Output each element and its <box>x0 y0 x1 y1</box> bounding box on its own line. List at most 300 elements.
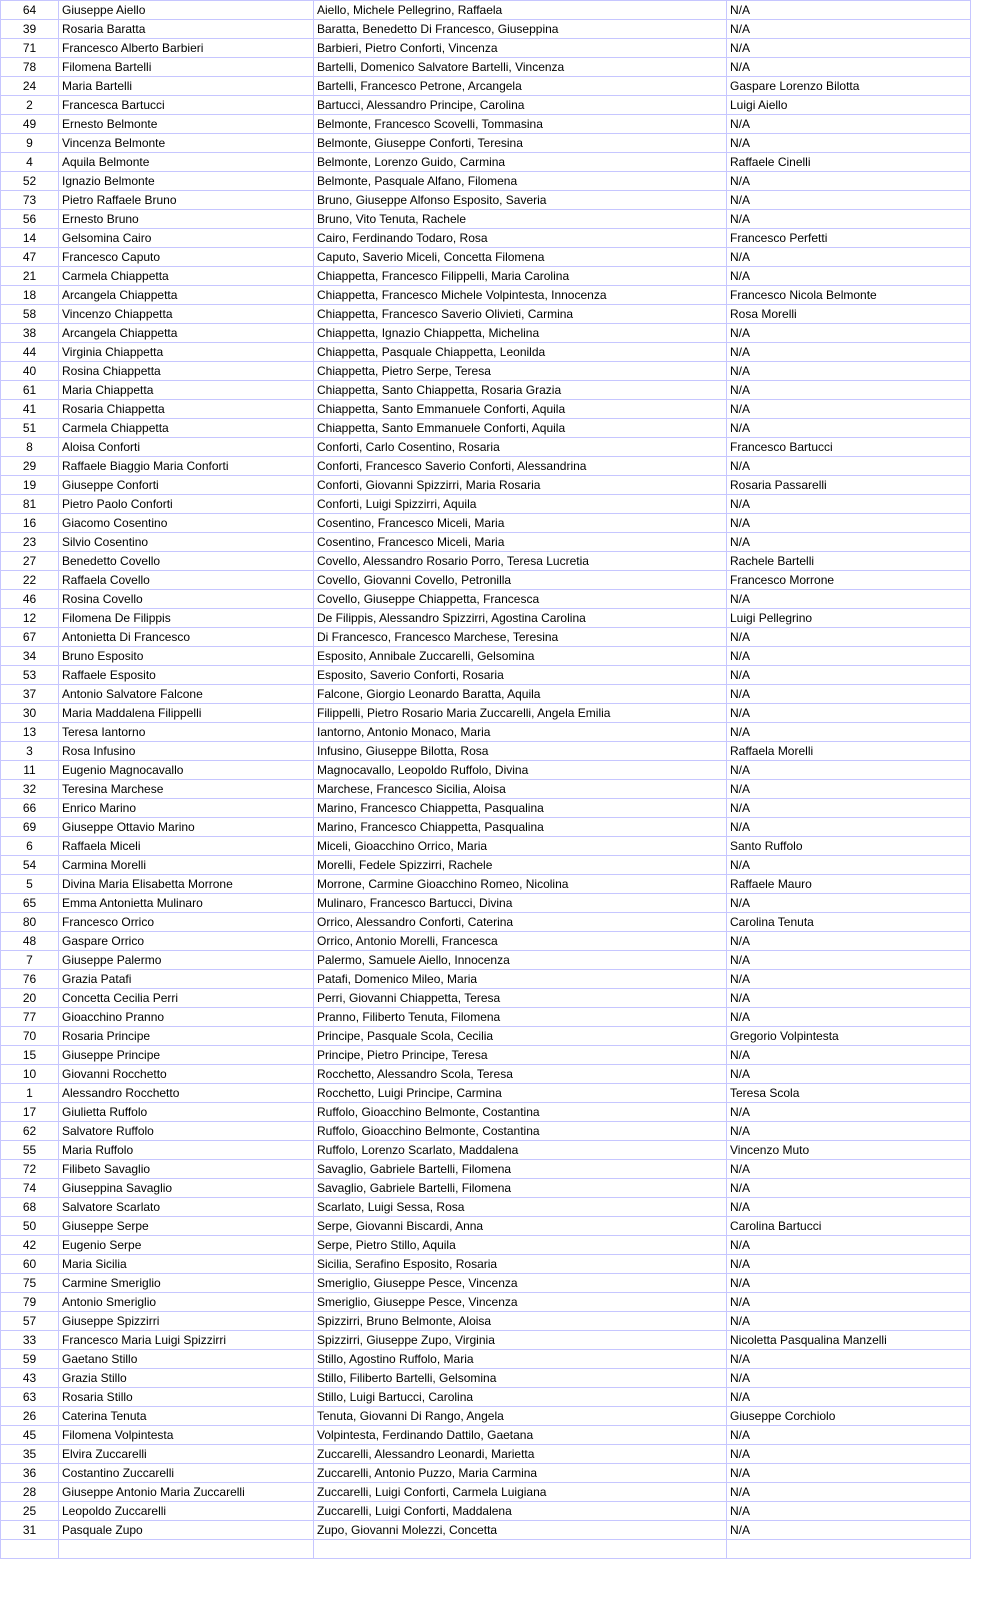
cell-name[interactable]: Virginia Chiappetta <box>59 343 314 362</box>
cell-name[interactable]: Gioacchino Pranno <box>59 1008 314 1027</box>
cell-spouse[interactable]: N/A <box>727 172 971 191</box>
cell-parents[interactable]: Magnocavallo, Leopoldo Ruffolo, Divina <box>314 761 727 780</box>
cell-spouse[interactable]: N/A <box>727 989 971 1008</box>
cell-number[interactable]: 23 <box>1 533 59 552</box>
cell-spouse[interactable]: N/A <box>727 1122 971 1141</box>
cell-parents[interactable]: Ruffolo, Gioacchino Belmonte, Costantina <box>314 1103 727 1122</box>
cell-parents[interactable]: Bartelli, Francesco Petrone, Arcangela <box>314 77 727 96</box>
cell-spouse[interactable]: N/A <box>727 1179 971 1198</box>
cell-parents[interactable]: Smeriglio, Giuseppe Pesce, Vincenza <box>314 1274 727 1293</box>
cell-spouse[interactable]: Giuseppe Corchiolo <box>727 1407 971 1426</box>
cell-parents[interactable]: Belmonte, Pasquale Alfano, Filomena <box>314 172 727 191</box>
cell-number[interactable]: 43 <box>1 1369 59 1388</box>
cell-name[interactable]: Antonietta Di Francesco <box>59 628 314 647</box>
cell-number[interactable]: 60 <box>1 1255 59 1274</box>
cell-spouse[interactable]: N/A <box>727 210 971 229</box>
cell-name[interactable]: Raffaela Covello <box>59 571 314 590</box>
cell-number[interactable]: 49 <box>1 115 59 134</box>
cell-spouse[interactable]: N/A <box>727 1464 971 1483</box>
cell-spouse[interactable]: N/A <box>727 1103 971 1122</box>
cell-number[interactable]: 36 <box>1 1464 59 1483</box>
cell-spouse[interactable]: Luigi Pellegrino <box>727 609 971 628</box>
cell-parents[interactable]: Conforti, Francesco Saverio Conforti, Alessandrina <box>314 457 727 476</box>
cell-spouse[interactable]: Raffaele Cinelli <box>727 153 971 172</box>
cell-number[interactable]: 17 <box>1 1103 59 1122</box>
cell-parents[interactable]: Filippelli, Pietro Rosario Maria Zuccarelli, Angela Emilia <box>314 704 727 723</box>
cell-parents[interactable]: Iantorno, Antonio Monaco, Maria <box>314 723 727 742</box>
cell-parents[interactable]: Covello, Giovanni Covello, Petronilla <box>314 571 727 590</box>
cell-parents[interactable]: Covello, Giuseppe Chiappetta, Francesca <box>314 590 727 609</box>
cell-spouse[interactable]: N/A <box>727 324 971 343</box>
cell-parents[interactable]: Chiappetta, Francesco Filippelli, Maria Carolina <box>314 267 727 286</box>
cell-name[interactable]: Pietro Raffaele Bruno <box>59 191 314 210</box>
cell-parents[interactable]: Esposito, Annibale Zuccarelli, Gelsomina <box>314 647 727 666</box>
cell-number[interactable]: 8 <box>1 438 59 457</box>
cell-name[interactable]: Grazia Patafi <box>59 970 314 989</box>
cell-spouse[interactable]: N/A <box>727 381 971 400</box>
cell-parents[interactable]: Volpintesta, Ferdinando Dattilo, Gaetana <box>314 1426 727 1445</box>
cell-name[interactable]: Aloisa Conforti <box>59 438 314 457</box>
cell-number[interactable]: 9 <box>1 134 59 153</box>
cell-number[interactable]: 73 <box>1 191 59 210</box>
cell-number[interactable]: 67 <box>1 628 59 647</box>
cell-parents[interactable]: Conforti, Carlo Cosentino, Rosaria <box>314 438 727 457</box>
cell-spouse[interactable]: Santo Ruffolo <box>727 837 971 856</box>
cell-number[interactable]: 20 <box>1 989 59 1008</box>
cell-name[interactable]: Giuseppe Aiello <box>59 1 314 20</box>
cell-spouse[interactable]: N/A <box>727 58 971 77</box>
cell-parents[interactable]: Stillo, Agostino Ruffolo, Maria <box>314 1350 727 1369</box>
cell-number[interactable]: 47 <box>1 248 59 267</box>
cell-parents[interactable]: Rocchetto, Alessandro Scola, Teresa <box>314 1065 727 1084</box>
cell-spouse[interactable]: N/A <box>727 780 971 799</box>
cell-name[interactable]: Giuseppe Palermo <box>59 951 314 970</box>
cell-parents[interactable]: Ruffolo, Lorenzo Scarlato, Maddalena <box>314 1141 727 1160</box>
cell-parents[interactable]: Bartucci, Alessandro Principe, Carolina <box>314 96 727 115</box>
cell-name[interactable]: Francesco Maria Luigi Spizzirri <box>59 1331 314 1350</box>
cell-name[interactable]: Arcangela Chiappetta <box>59 324 314 343</box>
cell-name[interactable]: Elvira Zuccarelli <box>59 1445 314 1464</box>
cell-spouse[interactable]: N/A <box>727 419 971 438</box>
cell-spouse[interactable]: N/A <box>727 647 971 666</box>
cell-number[interactable]: 72 <box>1 1160 59 1179</box>
cell-parents[interactable]: Spizzirri, Giuseppe Zupo, Virginia <box>314 1331 727 1350</box>
cell-number[interactable]: 7 <box>1 951 59 970</box>
cell-number[interactable]: 13 <box>1 723 59 742</box>
cell-number[interactable]: 51 <box>1 419 59 438</box>
cell-name[interactable]: Leopoldo Zuccarelli <box>59 1502 314 1521</box>
cell-number[interactable]: 27 <box>1 552 59 571</box>
cell-parents[interactable]: Chiappetta, Francesco Michele Volpintesta, Innocenza <box>314 286 727 305</box>
cell-number[interactable]: 62 <box>1 1122 59 1141</box>
cell-spouse[interactable]: N/A <box>727 514 971 533</box>
cell-name[interactable]: Rosaria Baratta <box>59 20 314 39</box>
cell-name[interactable]: Aquila Belmonte <box>59 153 314 172</box>
cell-spouse[interactable]: N/A <box>727 1293 971 1312</box>
cell-spouse[interactable]: N/A <box>727 856 971 875</box>
cell-spouse[interactable]: Raffaela Morelli <box>727 742 971 761</box>
cell-parents[interactable]: Zuccarelli, Luigi Conforti, Maddalena <box>314 1502 727 1521</box>
cell-parents[interactable]: Orrico, Antonio Morelli, Francesca <box>314 932 727 951</box>
cell-name[interactable]: Vincenza Belmonte <box>59 134 314 153</box>
cell-number[interactable]: 81 <box>1 495 59 514</box>
cell-number[interactable]: 35 <box>1 1445 59 1464</box>
cell-name[interactable]: Maria Sicilia <box>59 1255 314 1274</box>
cell-number[interactable]: 74 <box>1 1179 59 1198</box>
cell-number[interactable] <box>1 1540 59 1559</box>
cell-number[interactable]: 11 <box>1 761 59 780</box>
cell-name[interactable]: Maria Ruffolo <box>59 1141 314 1160</box>
cell-name[interactable]: Giovanni Rocchetto <box>59 1065 314 1084</box>
cell-name[interactable]: Gaetano Stillo <box>59 1350 314 1369</box>
cell-parents[interactable]: Baratta, Benedetto Di Francesco, Giuseppina <box>314 20 727 39</box>
cell-parents[interactable]: Savaglio, Gabriele Bartelli, Filomena <box>314 1160 727 1179</box>
cell-spouse[interactable]: N/A <box>727 248 971 267</box>
cell-spouse[interactable]: N/A <box>727 400 971 419</box>
cell-spouse[interactable]: Rosaria Passarelli <box>727 476 971 495</box>
cell-name[interactable]: Raffaele Biaggio Maria Conforti <box>59 457 314 476</box>
cell-name[interactable]: Raffaele Esposito <box>59 666 314 685</box>
cell-number[interactable]: 6 <box>1 837 59 856</box>
cell-name[interactable]: Filibeto Savaglio <box>59 1160 314 1179</box>
cell-number[interactable]: 1 <box>1 1084 59 1103</box>
cell-name[interactable]: Concetta Cecilia Perri <box>59 989 314 1008</box>
cell-name[interactable]: Francesco Caputo <box>59 248 314 267</box>
cell-number[interactable]: 18 <box>1 286 59 305</box>
cell-spouse[interactable]: N/A <box>727 970 971 989</box>
cell-parents[interactable]: Smeriglio, Giuseppe Pesce, Vincenza <box>314 1293 727 1312</box>
cell-name[interactable]: Carmela Chiappetta <box>59 267 314 286</box>
cell-name[interactable]: Carmela Chiappetta <box>59 419 314 438</box>
cell-parents[interactable]: Bartelli, Domenico Salvatore Bartelli, Vincenza <box>314 58 727 77</box>
cell-parents[interactable]: Cosentino, Francesco Miceli, Maria <box>314 514 727 533</box>
cell-number[interactable]: 31 <box>1 1521 59 1540</box>
cell-spouse[interactable]: Carolina Bartucci <box>727 1217 971 1236</box>
cell-spouse[interactable]: N/A <box>727 1255 971 1274</box>
cell-spouse[interactable]: N/A <box>727 723 971 742</box>
cell-number[interactable]: 41 <box>1 400 59 419</box>
cell-parents[interactable]: Principe, Pietro Principe, Teresa <box>314 1046 727 1065</box>
cell-name[interactable]: Giuseppina Savaglio <box>59 1179 314 1198</box>
cell-name[interactable]: Ernesto Bruno <box>59 210 314 229</box>
cell-parents[interactable]: Conforti, Luigi Spizzirri, Aquila <box>314 495 727 514</box>
cell-number[interactable]: 76 <box>1 970 59 989</box>
cell-name[interactable]: Costantino Zuccarelli <box>59 1464 314 1483</box>
cell-number[interactable]: 25 <box>1 1502 59 1521</box>
cell-name[interactable]: Giacomo Cosentino <box>59 514 314 533</box>
cell-parents[interactable]: Zuccarelli, Luigi Conforti, Carmela Luigiana <box>314 1483 727 1502</box>
cell-parents[interactable]: Chiappetta, Ignazio Chiappetta, Michelina <box>314 324 727 343</box>
cell-name[interactable]: Giuseppe Antonio Maria Zuccarelli <box>59 1483 314 1502</box>
cell-name[interactable]: Francesco Orrico <box>59 913 314 932</box>
cell-number[interactable]: 77 <box>1 1008 59 1027</box>
cell-parents[interactable]: Principe, Pasquale Scola, Cecilia <box>314 1027 727 1046</box>
cell-name[interactable]: Francesco Alberto Barbieri <box>59 39 314 58</box>
cell-spouse[interactable]: N/A <box>727 343 971 362</box>
cell-spouse[interactable] <box>727 1540 971 1559</box>
cell-number[interactable]: 55 <box>1 1141 59 1160</box>
cell-parents[interactable]: Zuccarelli, Antonio Puzzo, Maria Carmina <box>314 1464 727 1483</box>
cell-name[interactable]: Vincenzo Chiappetta <box>59 305 314 324</box>
cell-number[interactable]: 61 <box>1 381 59 400</box>
cell-name[interactable]: Carmine Smeriglio <box>59 1274 314 1293</box>
cell-spouse[interactable]: Gaspare Lorenzo Bilotta <box>727 77 971 96</box>
cell-parents[interactable]: Miceli, Gioacchino Orrico, Maria <box>314 837 727 856</box>
cell-spouse[interactable]: N/A <box>727 1445 971 1464</box>
cell-spouse[interactable]: N/A <box>727 20 971 39</box>
cell-parents[interactable]: Patafi, Domenico Mileo, Maria <box>314 970 727 989</box>
cell-name[interactable]: Ignazio Belmonte <box>59 172 314 191</box>
cell-name[interactable]: Pietro Paolo Conforti <box>59 495 314 514</box>
cell-number[interactable]: 69 <box>1 818 59 837</box>
cell-name[interactable]: Silvio Cosentino <box>59 533 314 552</box>
cell-name[interactable]: Francesca Bartucci <box>59 96 314 115</box>
cell-number[interactable]: 5 <box>1 875 59 894</box>
cell-parents[interactable]: Belmonte, Francesco Scovelli, Tommasina <box>314 115 727 134</box>
cell-parents[interactable]: Di Francesco, Francesco Marchese, Teresina <box>314 628 727 647</box>
cell-name[interactable]: Eugenio Magnocavallo <box>59 761 314 780</box>
cell-name[interactable]: Arcangela Chiappetta <box>59 286 314 305</box>
cell-parents[interactable]: Marchese, Francesco Sicilia, Aloisa <box>314 780 727 799</box>
cell-parents[interactable]: Conforti, Giovanni Spizzirri, Maria Rosaria <box>314 476 727 495</box>
cell-name[interactable]: Salvatore Ruffolo <box>59 1122 314 1141</box>
cell-parents[interactable]: Stillo, Luigi Bartucci, Carolina <box>314 1388 727 1407</box>
cell-spouse[interactable]: Raffaele Mauro <box>727 875 971 894</box>
cell-name[interactable]: Ernesto Belmonte <box>59 115 314 134</box>
cell-parents[interactable]: Infusino, Giuseppe Bilotta, Rosa <box>314 742 727 761</box>
cell-number[interactable]: 26 <box>1 1407 59 1426</box>
cell-parents[interactable]: Chiappetta, Santo Emmanuele Conforti, Aquila <box>314 419 727 438</box>
cell-spouse[interactable]: N/A <box>727 533 971 552</box>
cell-parents[interactable]: Spizzirri, Bruno Belmonte, Aloisa <box>314 1312 727 1331</box>
cell-name[interactable]: Gelsomina Cairo <box>59 229 314 248</box>
cell-spouse[interactable]: N/A <box>727 628 971 647</box>
cell-name[interactable]: Alessandro Rocchetto <box>59 1084 314 1103</box>
cell-parents[interactable]: Belmonte, Giuseppe Conforti, Teresina <box>314 134 727 153</box>
cell-spouse[interactable]: Luigi Aiello <box>727 96 971 115</box>
cell-spouse[interactable]: N/A <box>727 704 971 723</box>
cell-number[interactable]: 70 <box>1 1027 59 1046</box>
cell-number[interactable]: 56 <box>1 210 59 229</box>
cell-name[interactable]: Rosina Covello <box>59 590 314 609</box>
cell-name[interactable]: Giuseppe Conforti <box>59 476 314 495</box>
cell-spouse[interactable]: N/A <box>727 457 971 476</box>
cell-number[interactable]: 24 <box>1 77 59 96</box>
cell-name[interactable]: Giuseppe Principe <box>59 1046 314 1065</box>
cell-parents[interactable]: Sicilia, Serafino Esposito, Rosaria <box>314 1255 727 1274</box>
cell-spouse[interactable]: Teresa Scola <box>727 1084 971 1103</box>
cell-name[interactable]: Filomena De Filippis <box>59 609 314 628</box>
cell-spouse[interactable]: Nicoletta Pasqualina Manzelli <box>727 1331 971 1350</box>
cell-number[interactable]: 58 <box>1 305 59 324</box>
cell-number[interactable]: 12 <box>1 609 59 628</box>
cell-name[interactable]: Giuseppe Spizzirri <box>59 1312 314 1331</box>
cell-name[interactable]: Emma Antonietta Mulinaro <box>59 894 314 913</box>
cell-number[interactable]: 34 <box>1 647 59 666</box>
cell-name[interactable]: Rosaria Chiappetta <box>59 400 314 419</box>
cell-parents[interactable]: Morrone, Carmine Gioacchino Romeo, Nicolina <box>314 875 727 894</box>
cell-spouse[interactable]: Carolina Tenuta <box>727 913 971 932</box>
cell-parents[interactable]: Aiello, Michele Pellegrino, Raffaela <box>314 1 727 20</box>
cell-number[interactable]: 48 <box>1 932 59 951</box>
cell-parents[interactable]: Pranno, Filiberto Tenuta, Filomena <box>314 1008 727 1027</box>
cell-spouse[interactable]: N/A <box>727 495 971 514</box>
cell-number[interactable]: 22 <box>1 571 59 590</box>
cell-spouse[interactable]: Francesco Perfetti <box>727 229 971 248</box>
cell-name[interactable]: Grazia Stillo <box>59 1369 314 1388</box>
cell-number[interactable]: 42 <box>1 1236 59 1255</box>
cell-number[interactable]: 80 <box>1 913 59 932</box>
cell-spouse[interactable]: N/A <box>727 1198 971 1217</box>
cell-name[interactable] <box>59 1540 314 1559</box>
cell-name[interactable]: Pasquale Zupo <box>59 1521 314 1540</box>
cell-parents[interactable]: Barbieri, Pietro Conforti, Vincenza <box>314 39 727 58</box>
cell-spouse[interactable]: N/A <box>727 1160 971 1179</box>
cell-spouse[interactable]: Vincenzo Muto <box>727 1141 971 1160</box>
cell-number[interactable]: 28 <box>1 1483 59 1502</box>
cell-name[interactable]: Giuseppe Serpe <box>59 1217 314 1236</box>
cell-number[interactable]: 79 <box>1 1293 59 1312</box>
cell-name[interactable]: Enrico Marino <box>59 799 314 818</box>
cell-spouse[interactable]: N/A <box>727 191 971 210</box>
cell-parents[interactable]: Chiappetta, Santo Emmanuele Conforti, Aquila <box>314 400 727 419</box>
cell-spouse[interactable]: N/A <box>727 134 971 153</box>
cell-parents[interactable]: Belmonte, Lorenzo Guido, Carmina <box>314 153 727 172</box>
cell-spouse[interactable]: N/A <box>727 1 971 20</box>
cell-parents[interactable]: Serpe, Giovanni Biscardi, Anna <box>314 1217 727 1236</box>
cell-spouse[interactable]: Francesco Nicola Belmonte <box>727 286 971 305</box>
cell-name[interactable]: Rosina Chiappetta <box>59 362 314 381</box>
cell-name[interactable]: Bruno Esposito <box>59 647 314 666</box>
cell-number[interactable]: 32 <box>1 780 59 799</box>
cell-spouse[interactable]: N/A <box>727 1274 971 1293</box>
cell-parents[interactable]: Marino, Francesco Chiappetta, Pasqualina <box>314 818 727 837</box>
cell-parents[interactable]: Esposito, Saverio Conforti, Rosaria <box>314 666 727 685</box>
cell-number[interactable]: 39 <box>1 20 59 39</box>
cell-number[interactable]: 2 <box>1 96 59 115</box>
cell-spouse[interactable]: N/A <box>727 1521 971 1540</box>
cell-number[interactable]: 78 <box>1 58 59 77</box>
cell-number[interactable]: 29 <box>1 457 59 476</box>
cell-name[interactable]: Maria Bartelli <box>59 77 314 96</box>
cell-spouse[interactable]: N/A <box>727 362 971 381</box>
cell-number[interactable]: 30 <box>1 704 59 723</box>
cell-parents[interactable]: Morelli, Fedele Spizzirri, Rachele <box>314 856 727 875</box>
cell-spouse[interactable]: N/A <box>727 818 971 837</box>
cell-number[interactable]: 44 <box>1 343 59 362</box>
cell-name[interactable]: Antonio Salvatore Falcone <box>59 685 314 704</box>
cell-spouse[interactable]: N/A <box>727 1008 971 1027</box>
cell-spouse[interactable]: N/A <box>727 1312 971 1331</box>
cell-number[interactable]: 53 <box>1 666 59 685</box>
cell-parents[interactable]: Savaglio, Gabriele Bartelli, Filomena <box>314 1179 727 1198</box>
cell-name[interactable]: Giuseppe Ottavio Marino <box>59 818 314 837</box>
cell-parents[interactable]: Chiappetta, Pasquale Chiappetta, Leonilda <box>314 343 727 362</box>
cell-number[interactable]: 15 <box>1 1046 59 1065</box>
cell-parents[interactable]: Perri, Giovanni Chiappetta, Teresa <box>314 989 727 1008</box>
cell-number[interactable]: 50 <box>1 1217 59 1236</box>
cell-name[interactable]: Caterina Tenuta <box>59 1407 314 1426</box>
cell-spouse[interactable]: Rachele Bartelli <box>727 552 971 571</box>
cell-parents[interactable]: Covello, Alessandro Rosario Porro, Teresa Lucretia <box>314 552 727 571</box>
cell-name[interactable]: Carmina Morelli <box>59 856 314 875</box>
cell-spouse[interactable]: N/A <box>727 1046 971 1065</box>
cell-spouse[interactable]: N/A <box>727 1426 971 1445</box>
cell-number[interactable]: 46 <box>1 590 59 609</box>
cell-number[interactable]: 14 <box>1 229 59 248</box>
cell-name[interactable]: Divina Maria Elisabetta Morrone <box>59 875 314 894</box>
cell-number[interactable]: 38 <box>1 324 59 343</box>
cell-number[interactable]: 64 <box>1 1 59 20</box>
cell-name[interactable]: Maria Maddalena Filippelli <box>59 704 314 723</box>
cell-number[interactable]: 16 <box>1 514 59 533</box>
cell-number[interactable]: 10 <box>1 1065 59 1084</box>
cell-number[interactable]: 3 <box>1 742 59 761</box>
cell-spouse[interactable]: N/A <box>727 799 971 818</box>
cell-spouse[interactable]: N/A <box>727 1369 971 1388</box>
cell-spouse[interactable]: N/A <box>727 685 971 704</box>
cell-number[interactable]: 75 <box>1 1274 59 1293</box>
cell-spouse[interactable]: N/A <box>727 1483 971 1502</box>
cell-name[interactable]: Antonio Smeriglio <box>59 1293 314 1312</box>
cell-number[interactable]: 68 <box>1 1198 59 1217</box>
cell-name[interactable]: Gaspare Orrico <box>59 932 314 951</box>
cell-parents[interactable]: Falcone, Giorgio Leonardo Baratta, Aquila <box>314 685 727 704</box>
cell-spouse[interactable]: N/A <box>727 590 971 609</box>
cell-parents[interactable]: De Filippis, Alessandro Spizzirri, Agostina Carolina <box>314 609 727 628</box>
cell-parents[interactable]: Caputo, Saverio Miceli, Concetta Filomena <box>314 248 727 267</box>
cell-number[interactable]: 21 <box>1 267 59 286</box>
cell-spouse[interactable]: N/A <box>727 1236 971 1255</box>
cell-spouse[interactable]: Francesco Bartucci <box>727 438 971 457</box>
cell-number[interactable]: 4 <box>1 153 59 172</box>
cell-spouse[interactable]: N/A <box>727 1065 971 1084</box>
cell-name[interactable]: Raffaela Miceli <box>59 837 314 856</box>
cell-spouse[interactable]: N/A <box>727 1502 971 1521</box>
cell-name[interactable]: Eugenio Serpe <box>59 1236 314 1255</box>
cell-spouse[interactable]: N/A <box>727 951 971 970</box>
cell-parents[interactable]: Zuccarelli, Alessandro Leonardi, Marietta <box>314 1445 727 1464</box>
cell-spouse[interactable]: N/A <box>727 267 971 286</box>
cell-number[interactable]: 52 <box>1 172 59 191</box>
cell-number[interactable]: 33 <box>1 1331 59 1350</box>
cell-parents[interactable]: Mulinaro, Francesco Bartucci, Divina <box>314 894 727 913</box>
cell-spouse[interactable]: Rosa Morelli <box>727 305 971 324</box>
cell-name[interactable]: Rosaria Stillo <box>59 1388 314 1407</box>
cell-spouse[interactable]: N/A <box>727 1350 971 1369</box>
cell-number[interactable]: 59 <box>1 1350 59 1369</box>
cell-name[interactable]: Filomena Volpintesta <box>59 1426 314 1445</box>
cell-spouse[interactable]: N/A <box>727 761 971 780</box>
cell-name[interactable]: Maria Chiappetta <box>59 381 314 400</box>
cell-parents[interactable]: Chiappetta, Francesco Saverio Olivieti, Carmina <box>314 305 727 324</box>
cell-name[interactable]: Teresa Iantorno <box>59 723 314 742</box>
cell-parents[interactable]: Scarlato, Luigi Sessa, Rosa <box>314 1198 727 1217</box>
cell-parents[interactable]: Bruno, Vito Tenuta, Rachele <box>314 210 727 229</box>
cell-parents[interactable]: Bruno, Giuseppe Alfonso Esposito, Saveria <box>314 191 727 210</box>
cell-parents[interactable]: Serpe, Pietro Stillo, Aquila <box>314 1236 727 1255</box>
cell-parents[interactable]: Stillo, Filiberto Bartelli, Gelsomina <box>314 1369 727 1388</box>
cell-spouse[interactable]: N/A <box>727 666 971 685</box>
cell-number[interactable]: 40 <box>1 362 59 381</box>
cell-parents[interactable]: Tenuta, Giovanni Di Rango, Angela <box>314 1407 727 1426</box>
cell-parents[interactable]: Orrico, Alessandro Conforti, Caterina <box>314 913 727 932</box>
cell-spouse[interactable]: Gregorio Volpintesta <box>727 1027 971 1046</box>
cell-spouse[interactable]: N/A <box>727 115 971 134</box>
cell-parents[interactable]: Cosentino, Francesco Miceli, Maria <box>314 533 727 552</box>
cell-parents[interactable]: Zupo, Giovanni Molezzi, Concetta <box>314 1521 727 1540</box>
cell-name[interactable]: Teresina Marchese <box>59 780 314 799</box>
